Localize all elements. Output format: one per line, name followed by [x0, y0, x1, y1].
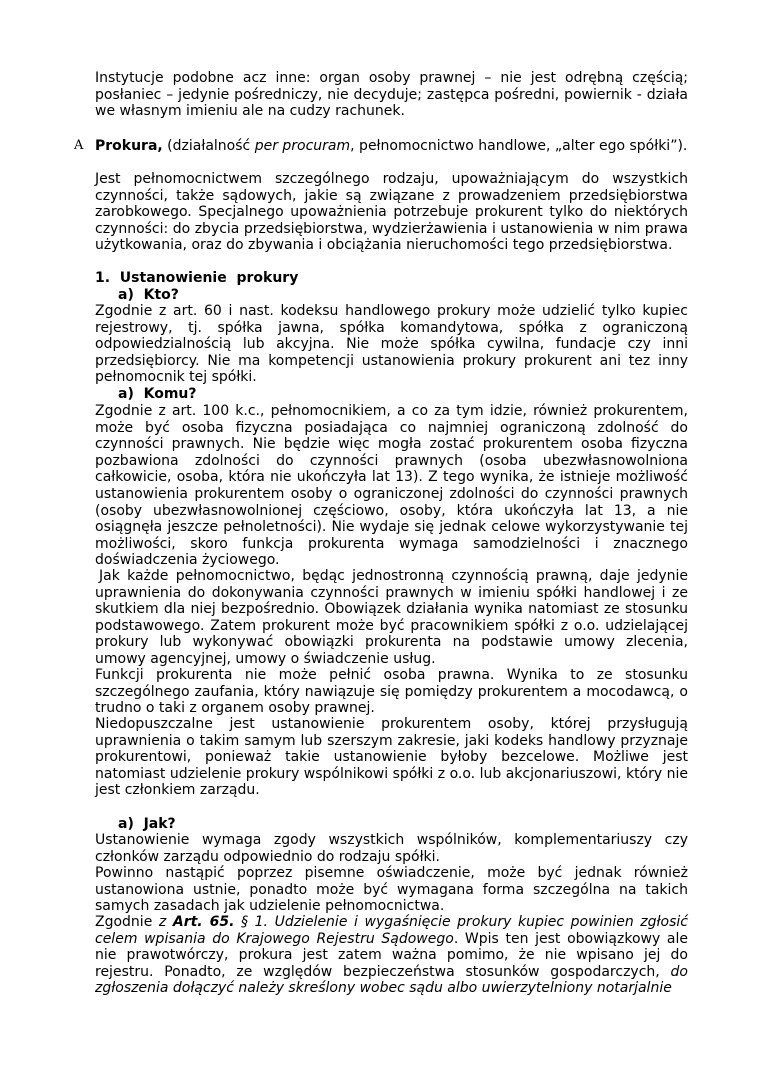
- margin-marker: A: [74, 138, 84, 153]
- komu-paragraph-3: Funkcji prokurenta nie może pełnić osoba prawna. Wynika to ze stosunku szczególnego zaufania, który nawiązuje się pomiędzy prokurentem a mocodawcą, o trudno o taki z organem osoby prawnej.: [95, 667, 688, 717]
- section-heading-ustanowienie: 1. Ustanowienie prokury: [95, 270, 299, 286]
- prokura-latin-term: per procuram: [254, 138, 351, 154]
- prokura-lead-text: (działalność: [162, 138, 255, 154]
- jak-paragraph-2: Powinno nastąpić poprzez pisemne oświadczenie, może być jednak również ustanowiona ustnie, ponadto może być wymagana forma szczególna na takich samych zasadach jak udzielenie pełnomocnictwa.: [95, 865, 688, 915]
- komu-paragraph-4: Niedopuszczalne jest ustanowienie prokurentem osoby, której przysługują uprawnienia o takim samym lub szerszym zakresie, jaki kodeks handlowy przyznaje prokurentowi, ponieważ takie ustanowienie byłoby bezcelowe. Możliwe jest natomiast udzielenie prokury wspólnikowi spółki z o.o. lub akcjonariuszowi, który nie jest członkiem zarządu.: [95, 716, 688, 799]
- subheading-jak: a) Jak?: [118, 816, 176, 832]
- komu-paragraph-1: Zgodnie z art. 100 k.c., pełnomocnikiem, a co za tym idzie, również prokurentem, może być osoba fizyczna posiadająca co najmniej ograniczoną zdolność do czynności prawnych. Nie będzie więc mogła zostać prokurentem osoba fizyczna pozbawiona zdolności do czynności prawnych (osoba ubezwłasnowolniona całkowicie, osoba, która nie ukończyła lat 13). Z tego wynika, że istnieje możliwość ustanowienia prokurentem osoby o ograniczonej zdolności do czynności prawnych (osoby ubezwłasnowolnionej częściowo, osoby, która ukończyła lat 13, a nie osiągnęła jeszcze pełnoletności). Nie wydaje się jednak celowe wykorzystywanie tej możliwości, skoro funkcja prokurenta wymaga samodzielności i znacznego doświadczenia życiowego.: [95, 403, 688, 569]
- subheading-komu: a) Komu?: [118, 386, 197, 402]
- jak-paragraph-3: [95, 914, 688, 997]
- prokura-definition: Jest pełnomocnictwem szczególnego rodzaju, upoważniającym do wszystkich czynności, także sądowych, jakie są związane z prowadzeniem przedsiębiorstwa zarobkowego. Specjalnego upoważnienia potrzebuje prokurent tylko do niektórych czynności: do zbycia przedsiębiorstwa, wydzierżawienia i ustanowienia w nim prawa użytkowania, oraz do zbywania i obciążania nieruchomości tego przedsiębiorstwa.: [95, 171, 688, 254]
- jak-p3-z: z: [158, 914, 173, 930]
- prokura-heading: Prokura,: [95, 138, 163, 154]
- prokura-lead: [95, 138, 688, 155]
- intro-paragraph: Instytucje podobne acz inne: organ osoby prawnej – nie jest odrębną częścią; posłaniec – jedynie pośredniczy, nie decyduje; zastępca pośredni, powiernik - działa we własnym imieniu ale na cudzy rachunek.: [95, 70, 688, 120]
- subheading-kto: a) Kto?: [118, 287, 179, 303]
- jak-p3-body: . Wpis ten jest obowiązkowy ale nie prawotwórczy, prokura jest zatem ważna pomimo, że nie wpisano jej do rejestru. Ponadto, ze względów bezpieczeństwa stosunków gospodarczych,: [95, 930, 688, 980]
- jak-p3-start: Zgodnie: [95, 914, 159, 930]
- jak-paragraph-1: Ustanowienie wymaga zgody wszystkich wspólników, komplementariuszy czy członków zarządu odpowiednio do rodzaju spółki.: [95, 832, 688, 865]
- kto-paragraph: Zgodnie z art. 60 i nast. kodeksu handlowego prokury może udzielić tylko kupiec rejestrowy, tj. spółka jawna, spółka komandytowa, spółka z ograniczoną odpowiedzialnością lub akcyjna. Nie może spółka cywilna, fundacje czy inni przedsiębiorcy. Nie ma kompetencji ustanowienia prokury prokurent ani tez inny pełnomocnik tej spółki.: [95, 303, 688, 386]
- jak-p3-requirement: do zgłoszenia dołączyć należy skreślony wobec sądu albo uwierzytelniony notarjalnie: [95, 963, 688, 997]
- article-reference: Art. 65.: [172, 914, 235, 930]
- prokura-lead-text-end: , pełnomocnictwo handlowe, „alter ego spółki”).: [350, 138, 688, 154]
- article-quote: § 1. Udzielenie i wygaśnięcie prokury kupiec powinien zgłosić celem wpisania do Krajowego Rejestru Sądowego: [95, 914, 688, 947]
- komu-paragraph-2: Jak każde pełnomocnictwo, będąc jednostronną czynnością prawną, daje jedynie uprawnienia do dokonywania czynności prawnych w imieniu spółki handlowej i ze skutkiem dla niej bezpośrednio. Obowiązek działania wynika natomiast ze stosunku podstawowego. Zatem prokurent może być pracownikiem spółki z o.o. udzielającej prokury lub wykonywać obowiązki prokurenta na podstawie umowy zlecenia, umowy agencyjnej, umowy o świadczenie usług.: [95, 568, 688, 667]
